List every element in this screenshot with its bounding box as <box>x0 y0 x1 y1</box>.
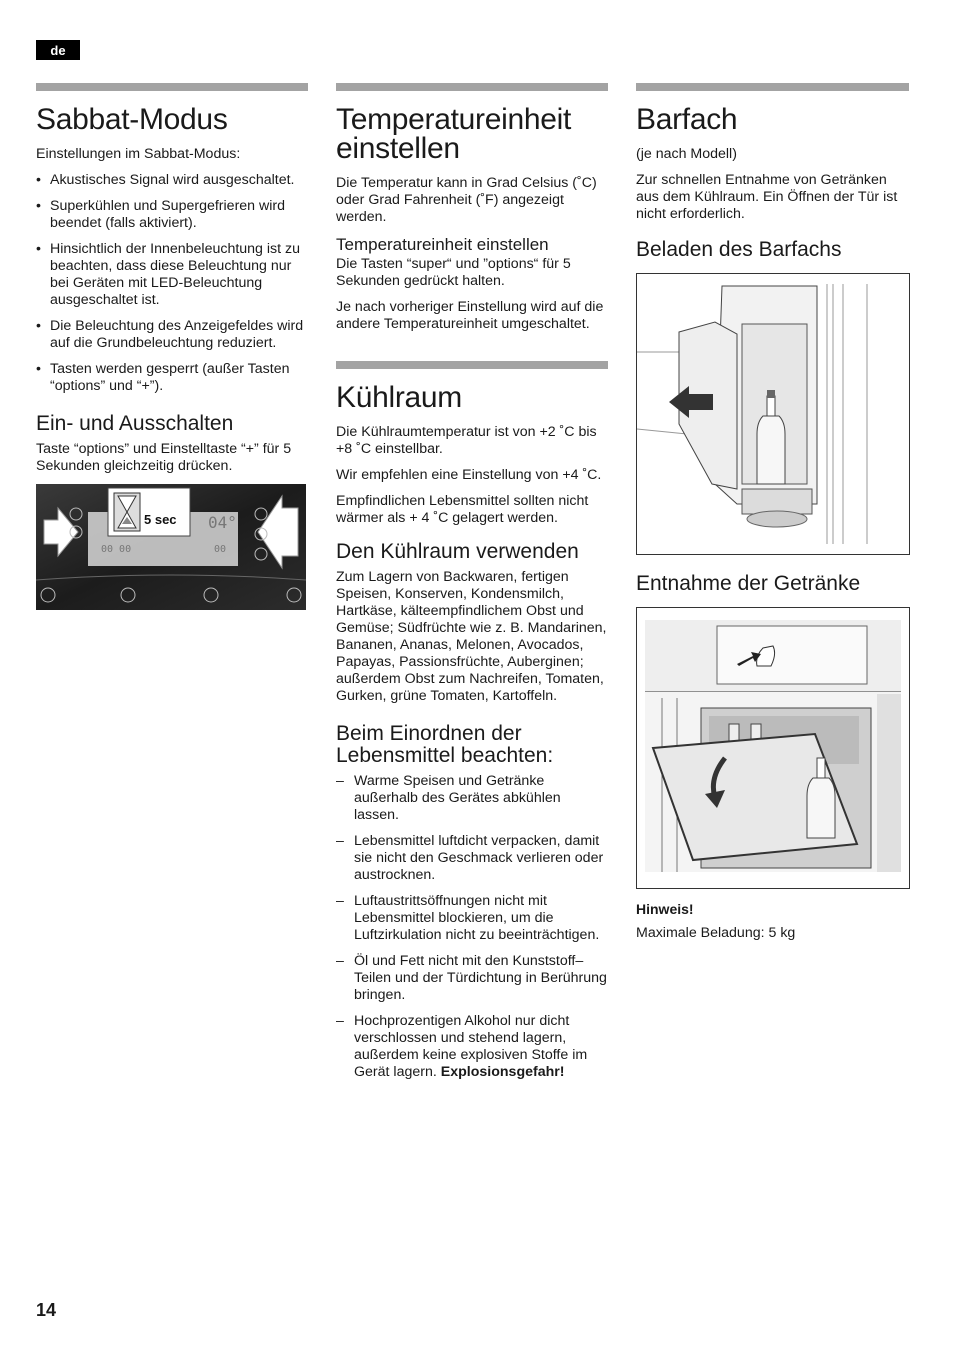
subsection-title: Den Kühlraum verwenden <box>336 540 579 563</box>
column-barfach <box>636 83 909 951</box>
hourglass-icon <box>114 493 140 531</box>
list-item: – Lebensmittel luftdicht verpacken, damit sie nicht den Geschmack verlieren oder austrocknen. <box>336 833 604 883</box>
paragraph: Je nach vorheriger Einstellung wird auf die andere Temperatureinheit umgeschaltet. <box>336 299 604 332</box>
list-item: – Warme Speisen und Getränke außerhalb des Gerätes abkühlen lassen. <box>336 773 561 823</box>
svg-text:04°: 04° <box>208 513 237 532</box>
control-panel-illustration <box>36 484 306 610</box>
section-rule <box>636 83 909 91</box>
page-number: 14 <box>36 1300 57 1320</box>
section-rule <box>336 361 608 369</box>
panel-label: 5 sec <box>144 512 177 527</box>
list-item: • Die Beleuchtung des Anzeigefeldes wird auf die Grundbeleuchtung reduziert. <box>36 318 304 351</box>
paragraph: Die Temperatur kann in Grad Celsius (˚C) oder Grad Fahrenheit (˚F) angezeigt werden. <box>336 175 597 225</box>
column-temperature <box>336 83 608 1090</box>
paragraph: Empfindlichen Lebensmittel sollten nicht wärmer als + 4 ˚C gelagert werden. <box>336 493 589 526</box>
dash-list <box>336 773 608 1081</box>
section-rule <box>336 83 608 91</box>
note-text: Maximale Beladung: 5 kg <box>636 925 796 941</box>
column-sabbat <box>36 83 308 610</box>
instruction-text: Taste “options” und Einstelltaste “+” für 5 Sekunden gleichzeitig drücken. <box>36 441 292 474</box>
subsection-title: Beim Einordnen der Lebensmittel beachten: <box>336 722 554 767</box>
list-item: • Superkühlen und Supergefrieren wird beendet (falls aktiviert). <box>36 198 286 231</box>
svg-text:00: 00 <box>214 544 227 555</box>
list-item: – Hochprozentigen Alkohol nur dicht verschlossen und stehend lagern, außerdem keine explosiven Stoffe im Gerät lagern. Explosionsgefahr! <box>336 1013 588 1080</box>
list-item: • Hinsichtlich der Innenbeleuchtung ist zu beachten, dass diese Beleuchtung nur bei Geräten mit LED-Beleuchtung ausgeschaltet ist. <box>36 241 301 308</box>
warning-text: Explosionsgefahr! <box>440 1064 565 1080</box>
paragraph: Zum Lagern von Backwaren, fertigen Speisen, Konserven, Kondensmilch, Hartkäse, kälteempfindlichem Obst und Gemüse; Südfrüchte wie z. B. Mandarinen, Bananen, Ananas, Melonen, Avocados, Papayas, Passionsfrüchte, Auberginen; außerdem Obst zum Nachreifen, Tomaten, Gurken, grüne Tomaten, Kartoffeln. <box>336 569 607 704</box>
svg-text:00 00: 00 00 <box>101 544 132 555</box>
note-heading: Hinweis! <box>636 901 694 917</box>
removal-illustration <box>636 607 910 889</box>
paragraph: Wir empfehlen eine Einstellung von +4 ˚C. <box>336 467 602 483</box>
section-title: Sabbat-Modus <box>36 103 228 136</box>
section-title: Kühlraum <box>336 381 462 414</box>
list-item: – Öl und Fett nicht mit den Kunststoff–Teilen und der Türdichtung in Berührung bringen. <box>336 953 607 1003</box>
subsection-title: Ein- und Ausschalten <box>36 412 234 435</box>
intro-text: Einstellungen im Sabbat-Modus: <box>36 146 241 162</box>
subsection-title: Entnahme der Getränke <box>636 572 861 595</box>
bullet-list <box>36 172 308 395</box>
paragraph: Die Kühlraumtemperatur ist von +2 ˚C bis +8 ˚C einstellbar. <box>336 424 597 457</box>
section-title: Temperatureinheit einstellen <box>336 103 572 165</box>
section-title: Barfach <box>636 103 738 136</box>
subsection-title: Beladen des Barfachs <box>636 238 842 261</box>
list-item: – Luftaustrittsöffnungen nicht mit Lebensmittel blockieren, um die Luftzirkulation nicht zu beeinträchtigen. <box>336 893 600 943</box>
language-tag: de <box>36 40 80 60</box>
list-item: • Akustisches Signal wird ausgeschaltet. <box>36 172 295 188</box>
loading-illustration <box>636 273 910 555</box>
panel-svg <box>36 484 306 610</box>
paragraph: Die Tasten “super“ und ”options“ für 5 Sekunden gedrückt halten. <box>336 256 571 289</box>
subsection-title: Temperatureinheit einstellen <box>336 235 549 254</box>
list-item: • Tasten werden gesperrt (außer Tasten “options” und “+”). <box>36 361 290 394</box>
paragraph: (je nach Modell) <box>636 146 737 162</box>
section-rule <box>36 83 308 91</box>
paragraph: Zur schnellen Entnahme von Getränken aus dem Kühlraum. Ein Öffnen der Tür ist nicht erforderlich. <box>636 172 898 222</box>
